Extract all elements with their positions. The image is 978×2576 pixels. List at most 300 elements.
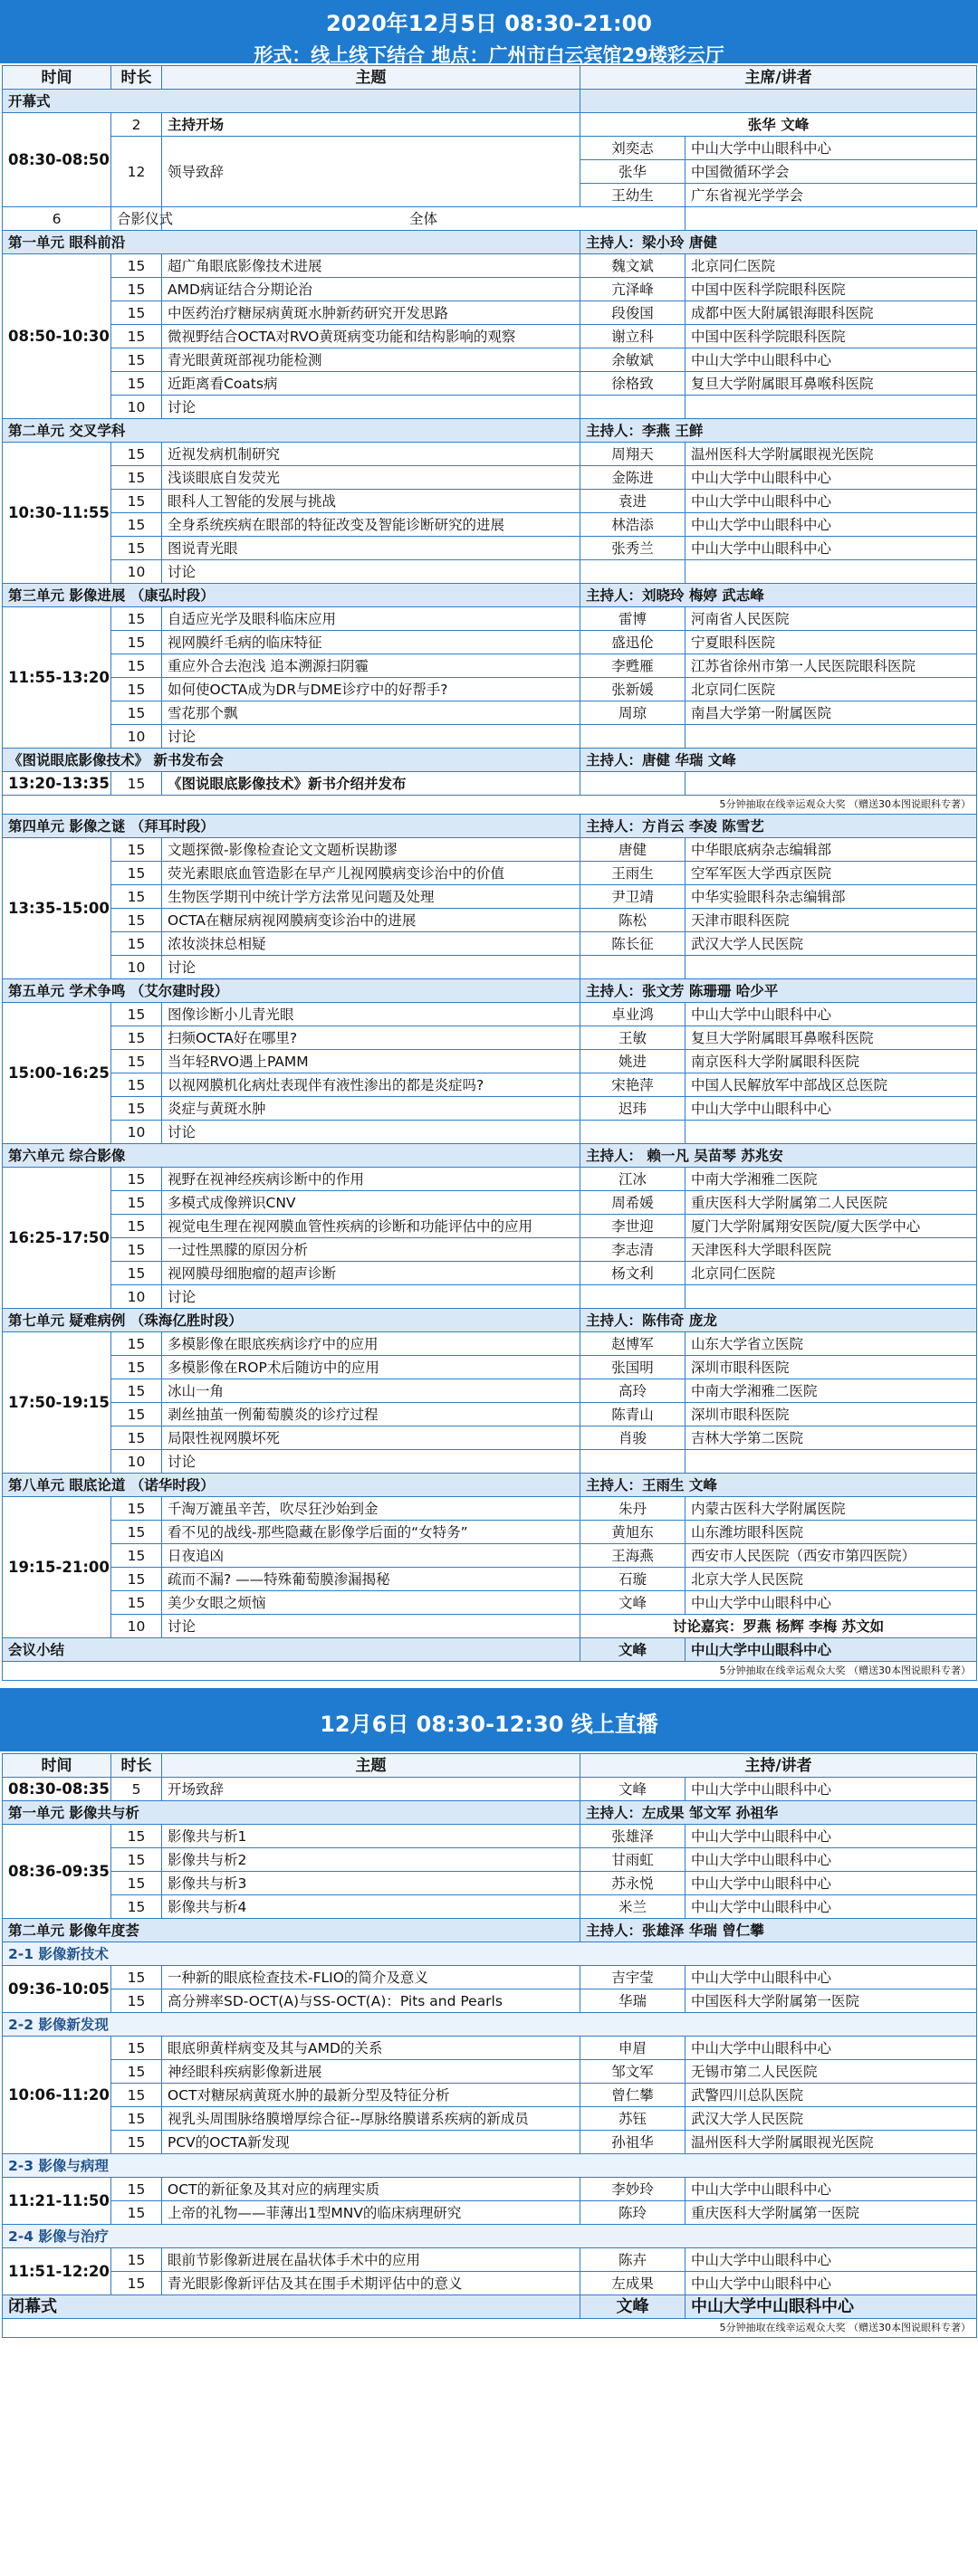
speaker: 张雄泽: [580, 1825, 686, 1848]
talk-row: [3, 678, 977, 701]
time-slot: 19:15-21:00: [3, 1497, 111, 1638]
speaker-affiliation: 中山大学中山眼科中心: [686, 1966, 977, 1989]
header-time: 时间: [3, 1754, 111, 1778]
talk-topic: 日夜追凶: [162, 1544, 580, 1568]
talk-topic: 文题探微-影像检查论文文题析误勘谬: [162, 838, 580, 862]
duration: 15: [111, 654, 162, 678]
speaker: 周希媛: [580, 1191, 686, 1215]
speaker-affiliation: 中国医科大学附属第一医院: [686, 1989, 977, 2013]
speaker: 张国明: [580, 1356, 686, 1379]
talk-topic: 讨论: [162, 396, 580, 419]
speaker: [580, 1285, 686, 1309]
speaker-affiliation: [686, 1121, 977, 1144]
duration: 15: [111, 1825, 162, 1848]
talk-row: [3, 725, 977, 749]
session-hosts: 主持人： 赖一凡 吴苗琴 苏兆安: [580, 1144, 977, 1168]
talk-row: [3, 513, 977, 537]
session-hosts: 主持人：唐健 华瑞 文峰: [580, 749, 977, 772]
duration: 15: [111, 1568, 162, 1591]
session-header-row: [3, 419, 977, 443]
talk-topic: 看不见的战线-那些隐藏在影像学后面的“女特务”: [162, 1521, 580, 1544]
talk-row: [3, 301, 977, 325]
session-header-row: [3, 1801, 977, 1825]
talk-row: [3, 348, 977, 372]
duration: 15: [111, 1895, 162, 1919]
talk-row: [3, 1568, 977, 1591]
speaker-affiliation: 中山大学中山眼科中心: [686, 1778, 977, 1801]
subsection-row: [3, 1942, 977, 1966]
talk-topic: 微视野结合OCTA对RVO黄斑病变功能和结构影响的观察: [162, 325, 580, 348]
duration: 15: [111, 325, 162, 348]
speaker-affiliation: 武警四川总队医院: [686, 2084, 977, 2107]
speaker: 周琼: [580, 701, 686, 725]
duration: 15: [111, 932, 162, 956]
session-header-row: [3, 749, 977, 772]
talk-row: [3, 1356, 977, 1379]
speaker-affiliation: 西安市人民医院（西安市第四医院）: [686, 1544, 977, 1568]
talk-topic: PCV的OCTA新发现: [162, 2131, 580, 2154]
talk-topic: 局限性视网膜坏死: [162, 1426, 580, 1450]
talk-row: [3, 1215, 977, 1238]
speaker: 华瑞: [580, 1989, 686, 2013]
speaker: 迟玮: [580, 1097, 686, 1121]
talk-row: [3, 560, 977, 584]
talk-row: [3, 2201, 977, 2225]
talk-row: [3, 1026, 977, 1050]
speaker-affiliation: 深圳市眼科医院: [686, 1356, 977, 1379]
speaker-affiliation: 中山大学中山眼科中心: [686, 2248, 977, 2272]
session-hosts: [580, 90, 977, 113]
speaker: [580, 396, 686, 419]
speaker-affiliation: 中华实验眼科杂志编辑部: [686, 885, 977, 909]
speaker: 邹文军: [580, 2060, 686, 2084]
duration: 10: [111, 1450, 162, 1474]
time-slot: 16:25-17:50: [3, 1168, 111, 1309]
session-title: 第一单元 眼科前沿: [3, 231, 580, 254]
speaker: [580, 560, 686, 584]
talk-topic: 视觉电生理在视网膜血管性疾病的诊断和功能评估中的应用: [162, 1215, 580, 1238]
talk-topic: 当年轻RVO遇上PAMM: [162, 1050, 580, 1073]
speaker-affiliation: 武汉大学人民医院: [686, 2107, 977, 2131]
speaker: 张华 文峰: [580, 113, 977, 137]
session-title: 第四单元 影像之谜 （拜耳时段）: [3, 815, 580, 838]
day2-banner: [0, 1688, 978, 1751]
speaker: 吉宇莹: [580, 1966, 686, 1989]
speaker-affiliation: [686, 1450, 977, 1474]
duration: 15: [111, 513, 162, 537]
header-speaker: 主席/讲者: [580, 66, 977, 90]
speaker: 陈玲: [580, 2201, 686, 2225]
speaker: 尹卫靖: [580, 885, 686, 909]
talk-row: [3, 466, 977, 490]
talk-topic: 剥丝抽茧一例葡萄膜炎的诊疗过程: [162, 1403, 580, 1426]
speaker-affiliation: 厦门大学附属翔安医院/厦大医学中心: [686, 1215, 977, 1238]
speaker-affiliation: 南京医科大学附属眼科医院: [686, 1050, 977, 1073]
talk-row: [3, 1238, 977, 1262]
lucky-draw-note: 5分钟抽取在线幸运观众大奖 （赠送30本图说眼科专著）: [3, 1662, 977, 1681]
talk-row: [3, 2060, 977, 2084]
subsection-title: 2-3 影像与病理: [3, 2154, 977, 2178]
speaker-affiliation: 重庆医科大学附属第一医院: [686, 2201, 977, 2225]
lucky-draw-note: 5分钟抽取在线幸运观众大奖 （赠送30本图说眼科专著）: [3, 2319, 977, 2338]
talk-topic: 炎症与黄斑水肿: [162, 1097, 580, 1121]
talk-row: [3, 113, 977, 137]
speaker-affiliation: 北京大学人民医院: [686, 1568, 977, 1591]
talk-row: [3, 2084, 977, 2107]
day1-schedule-table: [2, 65, 977, 1681]
duration: 2: [111, 113, 162, 137]
subsection-title: 2-1 影像新技术: [3, 1942, 977, 1966]
talk-row: [3, 1403, 977, 1426]
speaker: 余敏斌: [580, 348, 686, 372]
talk-row: [3, 654, 977, 678]
speaker: 孙祖华: [580, 2131, 686, 2154]
header-speaker: 主持/讲者: [580, 1754, 977, 1778]
duration: 15: [111, 631, 162, 654]
speaker: 张新媛: [580, 678, 686, 701]
talk-topic: 疏而不漏? ——特殊葡萄膜渗漏揭秘: [162, 1568, 580, 1591]
talk-row: [3, 1285, 977, 1309]
duration: 15: [111, 1356, 162, 1379]
speaker-affiliation: 中山大学中山眼科中心: [686, 2178, 977, 2201]
talk-row: [3, 1191, 977, 1215]
speaker-affiliation: 中山大学中山眼科中心: [686, 1003, 977, 1026]
speaker-affiliation: 中山大学中山眼科中心: [686, 1872, 977, 1895]
speaker-affiliation: [686, 772, 977, 796]
talk-topic: 视网膜母细胞瘤的超声诊断: [162, 1262, 580, 1285]
speaker: 魏文斌: [580, 254, 686, 278]
talk-topic: 眼科人工智能的发展与挑战: [162, 490, 580, 513]
speaker-affiliation: 北京同仁医院: [686, 1262, 977, 1285]
talk-topic: 神经眼科疾病影像新进展: [162, 2060, 580, 2084]
talk-topic: 重应外合去泡浅 追本溯源扫阴霾: [162, 654, 580, 678]
duration: 15: [111, 909, 162, 932]
speaker-affiliation: 中国中医科学院眼科医院: [686, 325, 977, 348]
duration: 10: [111, 1121, 162, 1144]
speaker: 盛迅伦: [580, 631, 686, 654]
session-host: 文峰: [580, 2295, 686, 2319]
speaker: [580, 1450, 686, 1474]
header-time: 时间: [3, 66, 111, 90]
day1-location: 形式：线上线下结合 地点：广州市白云宾馆29楼彩云厅: [254, 44, 724, 66]
speaker-affiliation: 中山大学中山眼科中心: [686, 2037, 977, 2060]
session-host-org: 中山大学中山眼科中心: [686, 2295, 977, 2319]
talk-topic: 浓妆淡抹总相疑: [162, 932, 580, 956]
duration: 12: [111, 137, 162, 207]
speaker: 申眉: [580, 2037, 686, 2060]
talk-topic: 高分辨率SD-OCT(A)与SS-OCT(A)：Pits and Pearls: [162, 1989, 580, 2013]
talk-topic: 讨论: [162, 560, 580, 584]
talk-topic: 如何使OCTA成为DR与DME诊疗中的好帮手?: [162, 678, 580, 701]
talk-topic: OCTA在糖尿病视网膜病变诊治中的进展: [162, 909, 580, 932]
speaker-affiliation: 中华眼底病杂志编辑部: [686, 838, 977, 862]
duration: 15: [111, 2178, 162, 2201]
talk-topic: 影像共与析4: [162, 1895, 580, 1919]
speaker: 黄旭东: [580, 1521, 686, 1544]
talk-row: [3, 1073, 977, 1097]
speaker: 文峰: [580, 1778, 686, 1801]
talk-topic: 讨论: [162, 956, 580, 979]
talk-row: [3, 1450, 977, 1474]
duration: 15: [111, 1191, 162, 1215]
duration: 15: [111, 2060, 162, 2084]
talk-row: [3, 885, 977, 909]
session-hosts: 主持人：左成果 邹文军 孙祖华: [580, 1801, 977, 1825]
speaker-affiliation: 深圳市眼科医院: [686, 1403, 977, 1426]
speaker: 甘雨虹: [580, 1848, 686, 1872]
speaker: 金陈进: [580, 466, 686, 490]
speaker-affiliation: 复旦大学附属眼耳鼻喉科医院: [686, 1026, 977, 1050]
time-slot: 17:50-19:15: [3, 1332, 111, 1474]
talk-row: [3, 278, 977, 301]
duration: 15: [111, 1238, 162, 1262]
header-topic: 主题: [162, 1754, 580, 1778]
speaker: 亢泽峰: [580, 278, 686, 301]
talk-topic: 讨论: [162, 1285, 580, 1309]
speaker-affiliation: [686, 396, 977, 419]
talk-row: [3, 1332, 977, 1356]
session-header-row: [3, 1474, 977, 1497]
duration: 15: [111, 1872, 162, 1895]
duration: 15: [111, 2084, 162, 2107]
session-title: 开幕式: [3, 90, 580, 113]
header-duration: 时长: [111, 1754, 162, 1778]
speaker-affiliation: 中山大学中山眼科中心: [686, 137, 977, 160]
talk-topic: 讨论: [162, 1615, 580, 1638]
talk-row: [3, 607, 977, 631]
talk-topic: 《图说眼底影像技术》新书介绍并发布: [162, 772, 580, 796]
talk-row: [3, 1895, 977, 1919]
talk-topic: 浅谈眼底自发荧光: [162, 466, 580, 490]
day2-schedule-table: [2, 1753, 977, 2338]
talk-topic: 开场致辞: [162, 1778, 580, 1801]
speaker-affiliation: 复旦大学附属眼耳鼻喉科医院: [686, 372, 977, 396]
duration: 15: [111, 678, 162, 701]
speaker: 高玲: [580, 1379, 686, 1403]
session-hosts: 主持人：陈伟奇 庞龙: [580, 1309, 977, 1332]
speaker: 周翔天: [580, 443, 686, 466]
talk-topic: 影像共与析1: [162, 1825, 580, 1848]
duration: 15: [111, 278, 162, 301]
duration: 15: [111, 301, 162, 325]
talk-row: [3, 1872, 977, 1895]
session-header-row: [3, 1638, 977, 1662]
talk-topic: 视网膜纤毛病的临床特征: [162, 631, 580, 654]
subsection-row: [3, 2225, 977, 2248]
session-header-row: [3, 815, 977, 838]
session-header-row: [3, 584, 977, 607]
speaker-affiliation: 广东省视光学学会: [686, 184, 977, 207]
talk-row: [3, 2178, 977, 2201]
speaker: 陈青山: [580, 1403, 686, 1426]
duration: 15: [111, 1050, 162, 1073]
subsection-row: [3, 2013, 977, 2037]
speaker: 李世迎: [580, 1215, 686, 1238]
talk-row: [3, 1989, 977, 2013]
talk-topic: 美少女眼之烦恼: [162, 1591, 580, 1615]
speaker: 苏钰: [580, 2107, 686, 2131]
speaker-affiliation: 中南大学湘雅二医院: [686, 1168, 977, 1191]
talk-row: [3, 932, 977, 956]
duration: 15: [111, 1379, 162, 1403]
talk-row: [3, 1121, 977, 1144]
speaker: 朱丹: [580, 1497, 686, 1521]
time-slot: 10:06-11:20: [3, 2037, 111, 2154]
talk-row: [3, 1497, 977, 1521]
duration: 15: [111, 772, 162, 796]
duration: 15: [111, 1097, 162, 1121]
duration: 15: [111, 537, 162, 560]
duration: 15: [111, 2131, 162, 2154]
talk-row: [3, 1778, 977, 1801]
talk-topic: OCT的新征象及其对应的病理实质: [162, 2178, 580, 2201]
speaker-affiliation: 南昌大学第一附属医院: [686, 701, 977, 725]
talk-row: [3, 1591, 977, 1615]
talk-topic: 视乳头周围脉络膜增厚综合征--厚脉络膜谱系疾病的新成员: [162, 2107, 580, 2131]
speaker-affiliation: 天津市眼科医院: [686, 909, 977, 932]
speaker: 左成果: [580, 2272, 686, 2295]
talk-row: [3, 372, 977, 396]
day1-banner: [0, 0, 978, 66]
speaker: 卓业鸿: [580, 1003, 686, 1026]
talk-row: [3, 537, 977, 560]
session-header-row: [3, 231, 977, 254]
talk-topic: 一种新的眼底检查技术-FLIO的简介及意义: [162, 1966, 580, 1989]
duration: 15: [111, 1426, 162, 1450]
duration: 10: [111, 725, 162, 749]
session-hosts: 主持人：李燕 王鲜: [580, 419, 977, 443]
talk-row: [3, 2131, 977, 2154]
speaker: 段俊国: [580, 301, 686, 325]
speaker-affiliation: 中山大学中山眼科中心: [686, 1848, 977, 1872]
talk-topic: 图说青光眼: [162, 537, 580, 560]
header-row: [3, 66, 977, 90]
session-hosts: 主持人：方肖云 李凌 陈雪艺: [580, 815, 977, 838]
time-slot: 15:00-16:25: [3, 1003, 111, 1144]
session-title: 第三单元 影像进展 （康弘时段）: [3, 584, 580, 607]
session-title: 第一单元 影像共与析: [3, 1801, 580, 1825]
speaker-affiliation: 成都中医大附属银海眼科医院: [686, 301, 977, 325]
talk-row: [3, 2037, 977, 2060]
duration: 10: [111, 560, 162, 584]
speaker: 肖骏: [580, 1426, 686, 1450]
speaker-affiliation: [686, 560, 977, 584]
talk-row: [3, 1168, 977, 1191]
speaker: 李志清: [580, 1238, 686, 1262]
session-title: 第二单元 影像年度荟: [3, 1919, 580, 1942]
speaker: 李甦雁: [580, 654, 686, 678]
talk-row: [3, 1544, 977, 1568]
speaker-affiliation: 无锡市第二人民医院: [686, 2060, 977, 2084]
session-title: 第七单元 疑难病例 （珠海亿胜时段）: [3, 1309, 580, 1332]
speaker: 唐健: [580, 838, 686, 862]
duration: 15: [111, 1848, 162, 1872]
speaker: [580, 1121, 686, 1144]
duration: 15: [111, 1966, 162, 1989]
talk-row: [3, 1825, 977, 1848]
speaker-affiliation: 空军军医大学西京医院: [686, 862, 977, 885]
session-title: 第五单元 学术争鸣 （艾尔建时段）: [3, 979, 580, 1003]
duration: 15: [111, 490, 162, 513]
talk-topic: 冰山一角: [162, 1379, 580, 1403]
speaker: 陈长征: [580, 932, 686, 956]
talk-row: [3, 2248, 977, 2272]
note-row: [3, 1662, 977, 1681]
time-slot: 11:55-13:20: [3, 607, 111, 749]
talk-row: [3, 701, 977, 725]
talk-topic: 讨论: [162, 725, 580, 749]
talk-topic: 领导致辞: [162, 137, 580, 207]
session-title: 闭幕式: [3, 2295, 580, 2319]
speaker: 文峰: [580, 1591, 686, 1615]
talk-topic: 多模影像在ROP术后随访中的应用: [162, 1356, 580, 1379]
duration: 10: [111, 1615, 162, 1638]
speaker: 江冰: [580, 1168, 686, 1191]
talk-row: [3, 254, 977, 278]
talk-row: [3, 862, 977, 885]
duration: 15: [111, 1215, 162, 1238]
duration: 15: [111, 1403, 162, 1426]
session-host: 文峰: [580, 1638, 686, 1662]
talk-topic: 上帝的礼物——菲薄出1型MNV的临床病理研究: [162, 2201, 580, 2225]
talk-row: [3, 631, 977, 654]
speaker: 宋艳萍: [580, 1073, 686, 1097]
talk-topic: 影像共与析2: [162, 1848, 580, 1872]
talk-row: [3, 1615, 977, 1638]
talk-topic: 多模影像在眼底疾病诊疗中的应用: [162, 1332, 580, 1356]
speaker-affiliation: 中山大学中山眼科中心: [686, 1097, 977, 1121]
duration: 15: [111, 701, 162, 725]
subsection-row: [3, 2154, 977, 2178]
duration: 15: [111, 1497, 162, 1521]
talk-topic: 青光眼黄斑部视功能检测: [162, 348, 580, 372]
speaker: [580, 772, 686, 796]
header-row: [3, 1754, 977, 1778]
duration: 15: [111, 1073, 162, 1097]
duration: 10: [111, 1285, 162, 1309]
session-hosts: 主持人：张雄泽 华瑞 曾仁攀: [580, 1919, 977, 1942]
duration: 15: [111, 466, 162, 490]
talk-topic: 眼前节影像新进展在晶状体手术中的应用: [162, 2248, 580, 2272]
speaker-affiliation: 中南大学湘雅二医院: [686, 1379, 977, 1403]
speaker-affiliation: 温州医科大学附属眼视光医院: [686, 2131, 977, 2154]
day1-date: 2020年12月5日 08:30-21:00: [326, 11, 652, 36]
duration: 15: [111, 372, 162, 396]
speaker: 陈卉: [580, 2248, 686, 2272]
speaker: 王敏: [580, 1026, 686, 1050]
speaker-affiliation: [686, 956, 977, 979]
session-header-row: [3, 2295, 977, 2319]
speaker-affiliation: 山东大学省立医院: [686, 1332, 977, 1356]
duration: 15: [111, 1168, 162, 1191]
speaker: 张秀兰: [580, 537, 686, 560]
talk-row: [3, 1426, 977, 1450]
session-host-org: 中山大学中山眼科中心: [686, 1638, 977, 1662]
duration: 15: [111, 838, 162, 862]
speaker-affiliation: 中国中医科学院眼科医院: [686, 278, 977, 301]
speaker: 曾仁攀: [580, 2084, 686, 2107]
session-title: 《图说眼底影像技术》 新书发布会: [3, 749, 580, 772]
session-header-row: [3, 1919, 977, 1942]
talk-topic: 影像共与析3: [162, 1872, 580, 1895]
speaker: 米兰: [580, 1895, 686, 1919]
duration: 5: [111, 1778, 162, 1801]
time-slot: 13:35-15:00: [3, 838, 111, 979]
speaker-affiliation: 中山大学中山眼科中心: [686, 1825, 977, 1848]
talk-topic: 超广角眼底影像技术进展: [162, 254, 580, 278]
duration: 15: [111, 348, 162, 372]
talk-topic: 多模式成像辨识CNV: [162, 1191, 580, 1215]
